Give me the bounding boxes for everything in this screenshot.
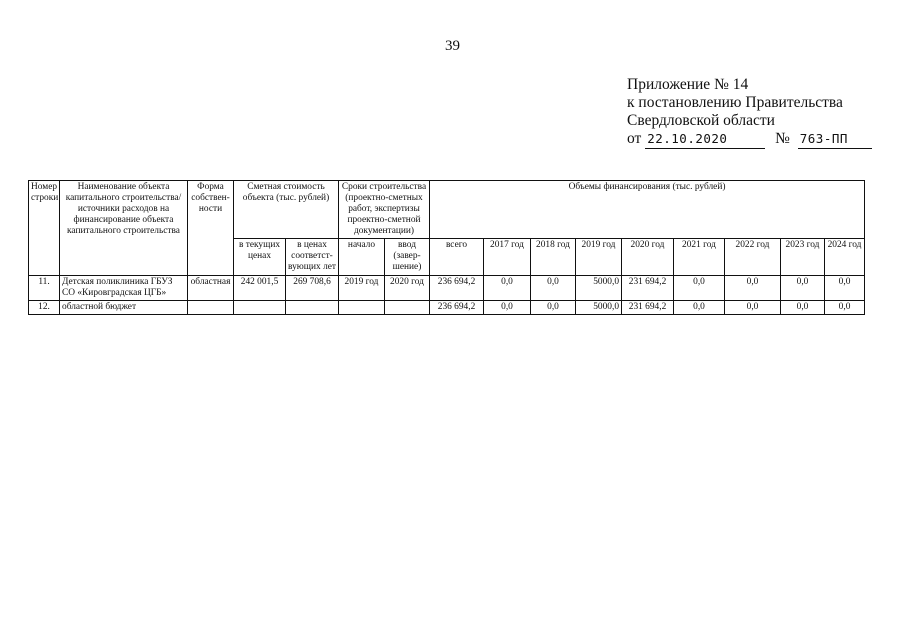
header-ownership-form: Форма собствен-ности	[188, 181, 234, 276]
header-cost-years: в ценах соответст-вующих лет	[286, 239, 339, 276]
cell-2019: 5000,0	[576, 301, 622, 315]
cell-ownership-form	[188, 301, 234, 315]
header-start: начало	[339, 239, 385, 276]
header-2021: 2021 год	[674, 239, 725, 276]
cell-cost-years	[286, 301, 339, 315]
cell-cost-years: 269 708,6	[286, 276, 339, 301]
cell-2017: 0,0	[484, 301, 531, 315]
cell-2018: 0,0	[531, 276, 576, 301]
header-commission: ввод (завер-шение)	[385, 239, 430, 276]
cell-2023: 0,0	[781, 276, 825, 301]
header-object-name: Наименование объекта капитального строительства/ источники расходов на финансирование объекта капитального строительства	[60, 181, 188, 276]
cell-2024: 0,0	[825, 301, 865, 315]
header-row-number: Номер строки	[29, 181, 60, 276]
financing-table	[28, 180, 865, 315]
cell-2021: 0,0	[674, 276, 725, 301]
header-2019: 2019 год	[576, 239, 622, 276]
appendix-title: Приложение № 14	[627, 76, 749, 93]
header-row-main	[29, 181, 865, 239]
appendix-resolution: к постановлению Правительства	[627, 94, 843, 111]
cell-2022: 0,0	[725, 276, 781, 301]
cell-commission	[385, 301, 430, 315]
resolution-date: 22.10.2020	[645, 130, 765, 149]
cell-2022: 0,0	[725, 301, 781, 315]
table-row	[29, 276, 865, 301]
header-estimated-cost: Сметная стоимость объекта (тыс. рублей)	[234, 181, 339, 239]
cell-object-name: Детская поликлиника ГБУЗ СО «Кировградская ЦГБ»	[60, 276, 188, 301]
table-row	[29, 301, 865, 315]
header-funding-volumes: Объемы финансирования (тыс. рублей)	[430, 181, 865, 239]
cell-row-number: 11.	[29, 276, 60, 301]
header-total: всего	[430, 239, 484, 276]
header-2023: 2023 год	[781, 239, 825, 276]
appendix-region: Свердловской области	[627, 112, 775, 129]
date-prefix: от	[627, 130, 642, 147]
cell-2019: 5000,0	[576, 276, 622, 301]
header-2020: 2020 год	[622, 239, 674, 276]
cell-object-name: областной бюджет	[60, 301, 188, 315]
cell-2021: 0,0	[674, 301, 725, 315]
cell-2024: 0,0	[825, 276, 865, 301]
cell-start	[339, 301, 385, 315]
cell-total: 236 694,2	[430, 276, 484, 301]
cell-ownership-form: областная	[188, 276, 234, 301]
resolution-number: 763-ПП	[798, 130, 872, 149]
cell-2018: 0,0	[531, 301, 576, 315]
cell-start: 2019 год	[339, 276, 385, 301]
header-2022: 2022 год	[725, 239, 781, 276]
cell-2020: 231 694,2	[622, 276, 674, 301]
cell-cost-current	[234, 301, 286, 315]
header-2017: 2017 год	[484, 239, 531, 276]
cell-2023: 0,0	[781, 301, 825, 315]
header-2018: 2018 год	[531, 239, 576, 276]
header-2024: 2024 год	[825, 239, 865, 276]
cell-2017: 0,0	[484, 276, 531, 301]
header-cost-current: в текущих ценах	[234, 239, 286, 276]
cell-row-number: 12.	[29, 301, 60, 315]
page-number: 39	[445, 38, 460, 54]
cell-2020: 231 694,2	[622, 301, 674, 315]
appendix-date-row	[627, 130, 877, 149]
cell-commission: 2020 год	[385, 276, 430, 301]
header-construction-terms: Сроки строительства (проектно-сметных работ, экспертизы проектно-сметной документации)	[339, 181, 430, 239]
cell-cost-current: 242 001,5	[234, 276, 286, 301]
number-sign: №	[775, 130, 790, 147]
appendix-header	[627, 76, 877, 149]
cell-total: 236 694,2	[430, 301, 484, 315]
